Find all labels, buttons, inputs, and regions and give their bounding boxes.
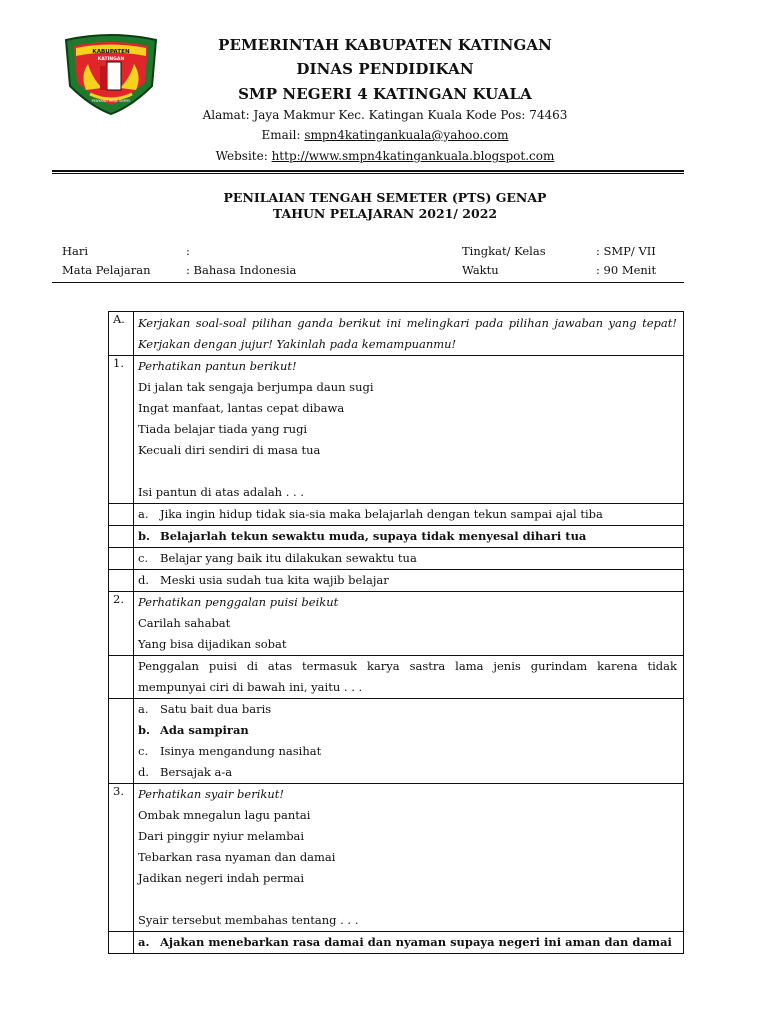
q1-option-b-row (109, 526, 684, 548)
question-2-content (134, 592, 684, 656)
header-department: DINAS PENDIDIKAN (296, 60, 474, 78)
question-1-row (109, 356, 684, 504)
info-tingkat-label: Tingkat/ Kelas (462, 244, 546, 258)
info-tingkat-value: : SMP/ VII (596, 244, 656, 258)
question-2-text-row (109, 656, 684, 699)
exam-title: PENILAIAN TENGAH SEMETER (PTS) GENAP (223, 190, 547, 205)
answer-option[interactable]: a. Jika ingin hidup tidak sia-sia maka belajarlah dengan tekun sampai ajal tiba (138, 507, 603, 521)
answer-option-key[interactable]: b. Belajarlah tekun sewaktu muda, supaya tidak menyesal dihari tua (138, 529, 587, 543)
question-number: 3. (109, 784, 134, 932)
exam-year: TAHUN PELAJARAN 2021/ 2022 (272, 206, 498, 221)
answer-option[interactable]: a. Satu bait dua baris (138, 702, 272, 716)
info-mapel-label: Mata Pelajaran (62, 263, 151, 277)
question-table (108, 311, 684, 954)
answer-option[interactable]: c. Isinya mengandung nasihat (138, 744, 322, 758)
header-website-line (150, 149, 620, 163)
answer-option-key[interactable]: a. Ajakan menebarkan rasa damai dan nyaman supaya negeri ini aman dan damai (138, 935, 672, 949)
svg-text:KATINGAN: KATINGAN (97, 57, 125, 62)
pantun-line: Ingat manfaat, lantas cepat dibawa (138, 401, 345, 415)
poem-line: Carilah sahabat (138, 616, 231, 630)
section-instruction: Kerjakan soal-soal pilihan ganda berikut ini melingkari pada pilihan jawaban yang tepat! Kerjakan dengan jujur! Yakinlah pada kemampuanmu! (134, 312, 684, 356)
header-address: Alamat: Jaya Makmur Kec. Katingan Kuala Kode Pos: 74463 (202, 108, 568, 122)
info-waktu-value: : 90 Menit (596, 263, 657, 277)
email-label: Email: (261, 128, 305, 142)
pantun-line: Tiada belajar tiada yang rugi (138, 422, 308, 436)
syair-line: Ombak mnegalun lagu pantai (138, 808, 311, 822)
header-divider-thin (52, 173, 684, 174)
question-1-content (134, 356, 684, 504)
question-2-row (109, 592, 684, 656)
question-text: Syair tersebut membahas tentang . . . (138, 913, 359, 927)
question-prompt: Perhatikan penggalan puisi beikut (138, 595, 339, 609)
email-link[interactable]: smpn4katingankuala@yahoo.com (304, 128, 509, 142)
answer-option[interactable]: d. Bersajak a-a (138, 765, 233, 779)
question-prompt: Perhatikan pantun berikut! (138, 359, 297, 373)
blank-line (138, 889, 677, 910)
q3-option-a-row (109, 932, 684, 954)
question-text: Isi pantun di atas adalah . . . (138, 485, 305, 499)
section-letter: A. (109, 312, 134, 356)
pantun-line: Kecuali diri sendiri di masa tua (138, 443, 321, 457)
question-3-row (109, 784, 684, 932)
section-a-row (109, 312, 684, 356)
svg-text:KABUPATEN: KABUPATEN (92, 49, 130, 55)
info-hari-label: Hari (62, 244, 89, 258)
q1-option-c-row (109, 548, 684, 570)
header-email-line (150, 128, 620, 142)
answer-option[interactable]: c. Belajar yang baik itu dilakukan sewaktu tua (138, 551, 417, 565)
syair-line: Jadikan negeri indah permai (138, 871, 305, 885)
syair-line: Tebarkan rasa nyaman dan damai (138, 850, 336, 864)
header-government: PEMERINTAH KABUPATEN KATINGAN (218, 36, 552, 54)
kabupaten-katingan-logo (62, 32, 160, 116)
blank-line (138, 461, 677, 482)
answer-option-key[interactable]: b. Ada sampiran (138, 723, 249, 737)
question-number: 2. (109, 592, 134, 656)
question-prompt: Perhatikan syair berikut! (138, 787, 285, 801)
poem-line: Yang bisa dijadikan sobat (138, 637, 287, 651)
header-school: SMP NEGERI 4 KATINGAN KUALA (238, 85, 532, 103)
info-hari-value: : (186, 244, 190, 258)
header-divider-thick (52, 170, 684, 172)
q2-options-row (109, 699, 684, 784)
info-divider (52, 282, 684, 283)
question-number: 1. (109, 356, 134, 504)
question-3-content (134, 784, 684, 932)
q1-option-a-row (109, 504, 684, 526)
website-label: Website: (215, 149, 272, 163)
answer-option[interactable]: d. Meski usia sudah tua kita wajib belajar (138, 573, 389, 587)
website-link[interactable]: http://www.smpn4katingankuala.blogspot.com (271, 149, 555, 163)
pantun-line: Di jalan tak sengaja berjumpa daun sugi (138, 380, 374, 394)
info-waktu-label: Waktu (462, 263, 499, 277)
q1-option-d-row (109, 570, 684, 592)
question-text: Penggalan puisi di atas termasuk karya sastra lama jenis gurindam karena tidak mempunyai ciri di bawah ini, yaitu . . . (134, 656, 684, 699)
info-mapel-value: : Bahasa Indonesia (186, 263, 297, 277)
svg-text:PENYANG HINJE SIMPEI: PENYANG HINJE SIMPEI (91, 99, 131, 103)
syair-line: Dari pinggir nyiur melambai (138, 829, 305, 843)
